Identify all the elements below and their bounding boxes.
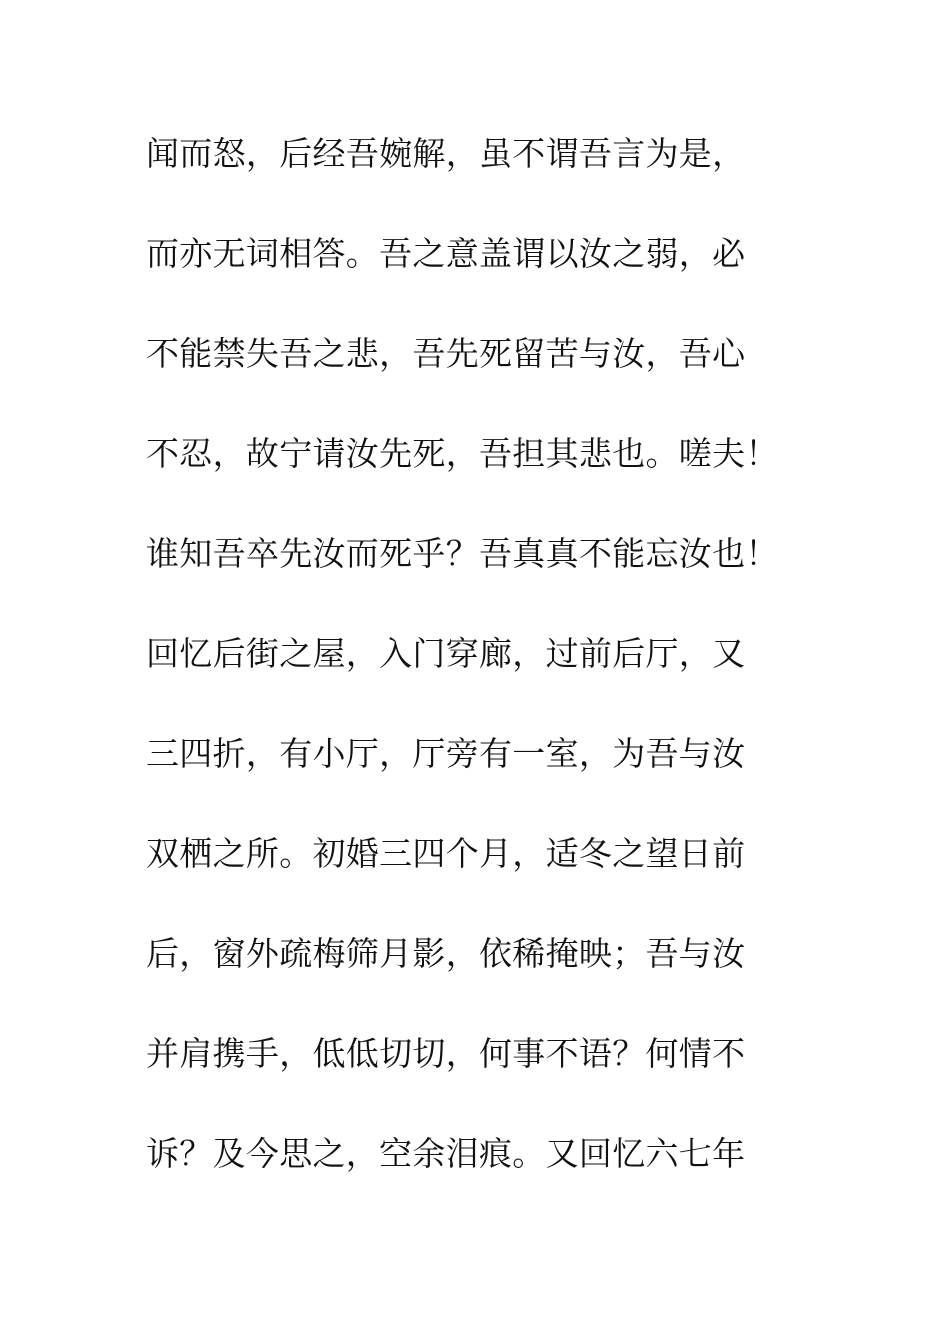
text-line: 后，窗外疏梅筛月影，依稀掩映；吾与汝 — [146, 934, 746, 973]
text-line: 而亦无词相答。吾之意盖谓以汝之弱，必 — [146, 234, 746, 273]
text-line: 双栖之所。初婚三四个月，适冬之望日前 — [146, 834, 746, 873]
text-line: 不能禁失吾之悲，吾先死留苦与汝，吾心 — [146, 334, 746, 373]
body-text — [146, 128, 806, 1228]
text-line: 不忍，故宁请汝先死，吾担其悲也。嗟夫！ — [146, 434, 779, 473]
text-line: 谁知吾卒先汝而死乎？吾真真不能忘汝也！ — [146, 534, 779, 573]
text-line: 并肩携手，低低切切，何事不语？何情不 — [146, 1034, 746, 1073]
text-line: 诉？及今思之，空余泪痕。又回忆六七年 — [146, 1134, 746, 1173]
text-line: 回忆后街之屋，入门穿廊，过前后厅，又 — [146, 634, 746, 673]
text-line: 三四折，有小厅，厅旁有一室，为吾与汝 — [146, 734, 746, 773]
text-line: 闻而怒，后经吾婉解，虽不谓吾言为是， — [146, 134, 746, 173]
